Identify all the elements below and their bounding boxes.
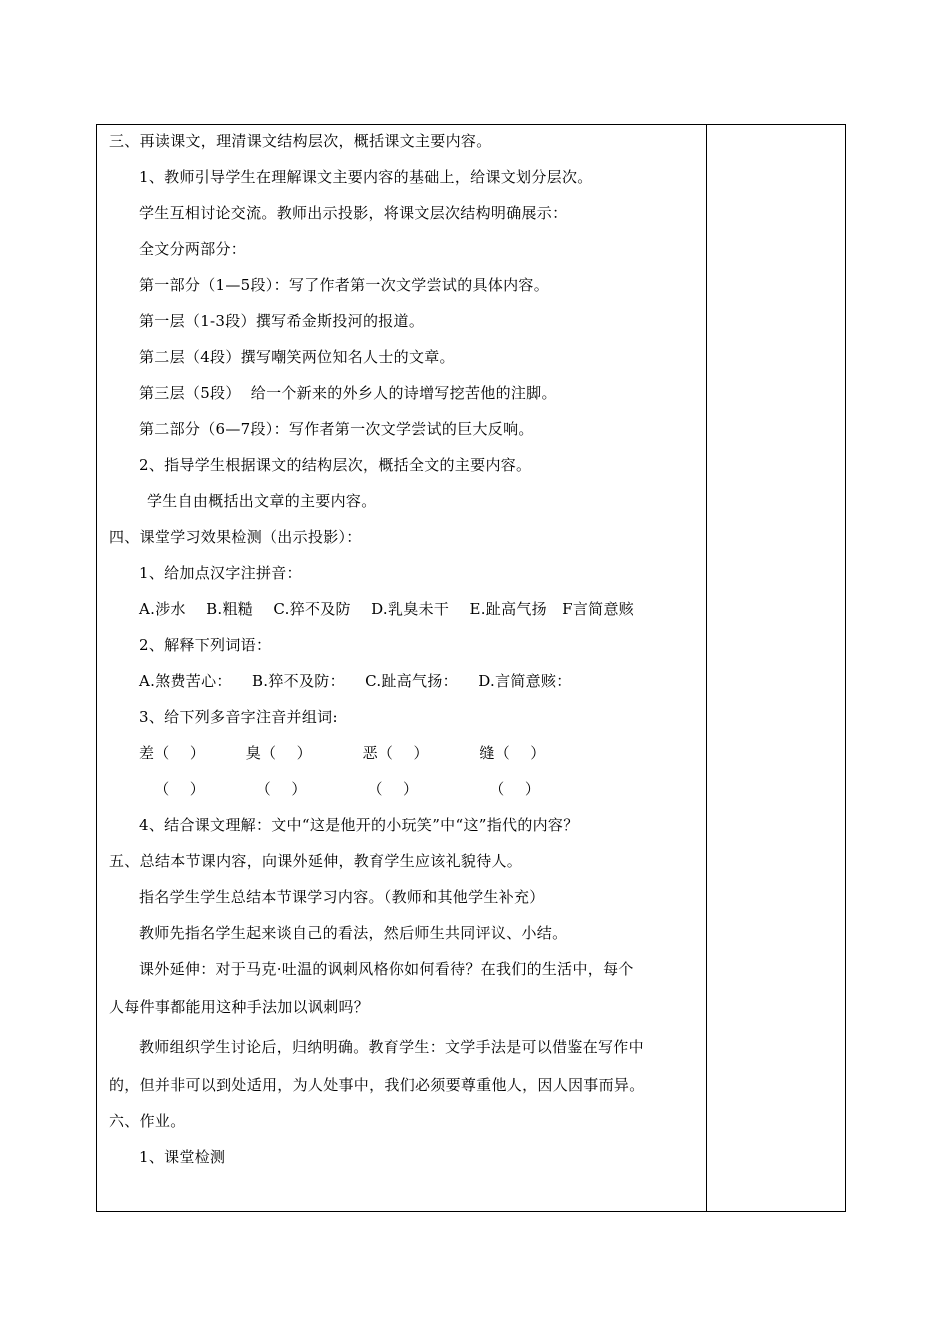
paragraph: 1、给加点汉字注拼音：	[139, 564, 302, 582]
paragraph: 1、教师引导学生在理解课文主要内容的基础上，给课文划分层次。	[139, 168, 593, 186]
paragraph: 的，但并非可以到处适用，为人处事中，我们必须要尊重他人，因人因事而异。	[109, 1076, 645, 1094]
paragraph: 2、指导学生根据课文的结构层次，概括全文的主要内容。	[139, 456, 532, 474]
lesson-plan-table	[96, 124, 846, 1212]
paragraph: 指名学生学生总结本节课学习内容。（教师和其他学生补充）	[139, 888, 545, 906]
paragraph: 全文分两部分：	[139, 240, 247, 258]
paragraph: 2、解释下列词语：	[139, 636, 272, 654]
paragraph: 学生互相讨论交流。教师出示投影，将课文层次结构明确展示：	[139, 204, 568, 222]
paragraph: 1、课堂检测	[139, 1148, 226, 1166]
section-5-heading: 五、总结本节课内容，向课外延伸，教育学生应该礼貌待人。	[109, 852, 523, 870]
paragraph: 人每件事都能用这种手法加以讽刺吗？	[109, 998, 370, 1016]
paragraph: 3、给下列多音字注音并组词:	[139, 708, 338, 726]
main-content-cell	[97, 125, 706, 1211]
paragraph: 教师先指名学生起来谈自己的看法，然后师生共同评议、小结。	[139, 924, 568, 942]
section-4-heading: 四、课堂学习效果检测（出示投影）：	[109, 528, 362, 546]
paragraph: 教师组织学生讨论后，归纳明确。教育学生：文学手法是可以借鉴在写作中	[139, 1038, 644, 1056]
paragraph: 课外延伸：对于马克·吐温的讽刺风格你如何看待？在我们的生活中，每个	[139, 960, 634, 978]
pinyin-items: A.涉水 B.粗糙 C.猝不及防 D.乳臭未干 E.趾高气扬 F言简意赅	[139, 600, 635, 618]
section-3-heading: 三、再读课文，理清课文结构层次，概括课文主要内容。	[109, 132, 492, 150]
notes-cell	[707, 125, 845, 1211]
paragraph: 第二层（4段）撰写嘲笑两位知名人士的文章。	[139, 348, 455, 366]
paragraph: 第一层（1-3段）撰写希金斯投河的报道。	[139, 312, 425, 330]
polyphone-row-1: 差（ ） 臭（ ） 恶（ ） 缝（ ）	[139, 744, 546, 762]
polyphone-row-2: （ ） （ ） （ ） （ ）	[139, 780, 541, 798]
paragraph: 第二部分（6—7段）：写作者第一次文学尝试的巨大反响。	[139, 420, 534, 438]
paragraph: 学生自由概括出文章的主要内容。	[147, 492, 377, 510]
paragraph: 第三层（5段） 给一个新来的外乡人的诗增写挖苦他的注脚。	[139, 384, 557, 402]
paragraph: 4、结合课文理解：文中“这是他开的小玩笑”中“这”指代的内容？	[139, 816, 579, 834]
section-6-heading: 六、作业。	[109, 1112, 186, 1130]
paragraph: 第一部分（1—5段）：写了作者第一次文学尝试的具体内容。	[139, 276, 549, 294]
term-items: A.煞费苦心： B.猝不及防： C.趾高气扬： D.言简意赅：	[139, 672, 572, 690]
